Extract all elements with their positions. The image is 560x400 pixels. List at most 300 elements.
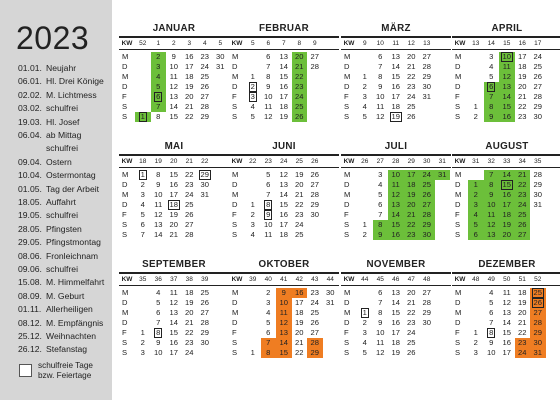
month-title: JULI	[384, 141, 408, 152]
day-number: 8	[378, 72, 383, 81]
day-cell	[245, 72, 261, 82]
weekday-label: F	[122, 328, 127, 337]
day-cell	[151, 328, 167, 338]
day-number: 8	[266, 72, 271, 81]
day-cell	[515, 210, 531, 220]
weekday-row	[341, 92, 451, 102]
day-cell	[357, 102, 373, 112]
weekday-row	[452, 298, 560, 308]
week-number: 52	[139, 40, 147, 47]
empty-cell	[357, 298, 373, 308]
day-number: 12	[376, 112, 385, 121]
month-title: AUGUST	[485, 141, 529, 152]
month-block	[341, 22, 451, 122]
day-cell	[484, 170, 500, 180]
week-number: 48	[423, 276, 431, 283]
day-number: 12	[279, 318, 288, 327]
day-cell	[166, 348, 182, 358]
day-cell	[276, 82, 292, 92]
day-cell	[388, 180, 404, 190]
day-number: 9	[171, 52, 176, 61]
week-number: 23	[264, 158, 272, 165]
day-cell	[292, 318, 308, 328]
week-number: 15	[503, 40, 511, 47]
day-cell	[166, 210, 182, 220]
day-cell	[468, 180, 484, 190]
day-cell	[388, 230, 404, 240]
empty-cell	[307, 230, 323, 240]
day-number: 19	[518, 298, 527, 307]
day-number: 21	[295, 338, 304, 347]
day-cell	[276, 102, 292, 112]
day-cell	[468, 112, 484, 122]
day-number: 16	[391, 230, 400, 239]
week-number: 24	[280, 158, 288, 165]
day-number: 3	[362, 328, 367, 337]
day-number: 27	[422, 52, 431, 61]
weekday-row	[452, 52, 560, 62]
day-cell	[245, 348, 261, 358]
day-cell	[373, 62, 389, 72]
day-cell	[419, 52, 435, 62]
day-number: 3	[140, 190, 145, 199]
day-cell	[323, 298, 339, 308]
week-number: 3	[187, 40, 192, 47]
month-title: MAI	[164, 141, 184, 152]
day-cell	[182, 170, 198, 180]
week-number: 48	[472, 276, 480, 283]
holiday-date: 18.05.	[18, 197, 42, 207]
empty-cell	[307, 82, 323, 92]
day-number: 14	[391, 210, 400, 219]
weekday-row	[452, 288, 560, 298]
day-number: 12	[487, 220, 496, 229]
day-number: 27	[422, 200, 431, 209]
holiday-name: schulfrei	[46, 143, 78, 154]
day-cell	[197, 328, 213, 338]
weekday-row	[229, 200, 339, 210]
empty-cell	[468, 92, 484, 102]
weekday-label: M	[232, 308, 239, 317]
weekday-row	[119, 112, 229, 122]
empty-cell	[307, 92, 323, 102]
day-number: 27	[310, 180, 319, 189]
week-number: 1	[156, 40, 161, 47]
day-number: 13	[487, 230, 496, 239]
day-number: 28	[200, 318, 209, 327]
day-cell	[373, 308, 389, 318]
weekday-label: D	[122, 82, 128, 91]
week-number-row	[452, 275, 560, 284]
day-cell	[197, 102, 213, 112]
month-title: JUNI	[272, 141, 296, 152]
week-number: 27	[376, 158, 384, 165]
week-number: 7	[281, 40, 286, 47]
day-cell	[484, 328, 500, 338]
day-cell	[468, 230, 484, 240]
weekday-label: S	[344, 230, 350, 239]
day-number: 14	[279, 338, 288, 347]
day-cell	[373, 318, 389, 328]
week-number: 17	[534, 40, 542, 47]
day-cell	[404, 72, 420, 82]
day-number: 15	[391, 308, 400, 317]
day-number: 20	[295, 180, 304, 189]
day-cell	[276, 230, 292, 240]
day-cell	[499, 308, 515, 318]
day-number: 12	[169, 298, 178, 307]
day-number: 5	[362, 348, 367, 357]
day-number: 1	[140, 112, 145, 121]
day-cell	[484, 62, 500, 72]
day-cell	[292, 230, 308, 240]
empty-cell	[468, 318, 484, 328]
day-cell	[373, 230, 389, 240]
day-number: 23	[407, 230, 416, 239]
day-cell	[276, 190, 292, 200]
holiday-item	[18, 157, 72, 167]
day-cell	[468, 190, 484, 200]
weekday-row	[119, 210, 229, 220]
day-number: 17	[391, 92, 400, 101]
weekday-row	[341, 112, 451, 122]
week-number: 28	[392, 158, 400, 165]
month-block	[452, 258, 560, 358]
day-number: 15	[169, 328, 178, 337]
day-number: 28	[422, 62, 431, 71]
holiday-name: schulfrei	[46, 103, 78, 114]
day-cell	[276, 328, 292, 338]
day-cell	[530, 288, 546, 298]
day-cell	[484, 298, 500, 308]
day-cell	[419, 180, 435, 190]
day-cell	[292, 52, 308, 62]
weekday-row	[452, 92, 560, 102]
day-cell	[276, 288, 292, 298]
empty-cell	[530, 230, 546, 240]
day-cell	[404, 220, 420, 230]
day-number: 20	[502, 230, 511, 239]
day-cell	[197, 308, 213, 318]
day-cell	[373, 288, 389, 298]
weekday-row	[229, 288, 339, 298]
day-cell	[182, 338, 198, 348]
day-cell	[182, 102, 198, 112]
week-number: 39	[249, 276, 257, 283]
day-cell	[499, 338, 515, 348]
day-cell	[261, 102, 277, 112]
weekday-label: F	[232, 210, 237, 219]
weekday-row	[229, 220, 339, 230]
day-number: 5	[378, 190, 383, 199]
empty-cell	[468, 298, 484, 308]
weekday-label: S	[344, 112, 350, 121]
weekday-row	[119, 200, 229, 210]
day-number: 15	[169, 170, 178, 179]
week-number: 36	[154, 276, 162, 283]
day-number: 17	[391, 328, 400, 337]
week-number: 37	[170, 276, 178, 283]
weekday-label: D	[344, 318, 350, 327]
day-number: 26	[407, 112, 416, 121]
weekday-row	[341, 102, 451, 112]
day-number: 10	[391, 170, 400, 179]
empty-cell	[197, 230, 213, 240]
day-number: 10	[154, 348, 163, 357]
day-number: 19	[295, 170, 304, 179]
day-cell	[357, 230, 373, 240]
week-number: 43	[311, 276, 319, 283]
day-number: 26	[295, 112, 304, 121]
weekday-row	[119, 190, 229, 200]
empty-cell	[468, 170, 484, 180]
week-number-row	[452, 39, 560, 48]
day-number: 21	[407, 298, 416, 307]
empty-cell	[357, 210, 373, 220]
weekday-row	[119, 52, 229, 62]
day-number: 11	[264, 102, 273, 111]
day-cell	[182, 200, 198, 210]
day-number: 6	[156, 92, 161, 101]
day-cell	[468, 328, 484, 338]
day-number: 28	[185, 230, 194, 239]
holiday-date: 01.05.	[18, 183, 42, 194]
day-number: 24	[200, 62, 209, 71]
day-number: 18	[169, 200, 178, 209]
week-number: 50	[503, 276, 511, 283]
day-number: 30	[422, 230, 431, 239]
weekday-label: S	[232, 220, 238, 229]
day-cell	[261, 180, 277, 190]
day-cell	[499, 72, 515, 82]
weekday-row	[452, 170, 560, 180]
month-divider	[119, 272, 229, 274]
day-number: 1	[250, 200, 255, 209]
month-title: FEBRUAR	[259, 23, 309, 34]
day-number: 9	[156, 338, 161, 347]
day-number: 25	[533, 288, 542, 297]
day-number: 9	[266, 210, 271, 219]
empty-cell	[419, 102, 435, 112]
day-number: 12	[391, 190, 400, 199]
day-cell	[419, 318, 435, 328]
day-number: 9	[378, 230, 383, 239]
week-number: 38	[185, 276, 193, 283]
header-divider	[119, 285, 229, 286]
week-number: 5	[250, 40, 255, 47]
weekday-label: S	[344, 220, 350, 229]
weekday-row	[452, 190, 560, 200]
day-number: 22	[518, 180, 527, 189]
day-number: 14	[502, 170, 511, 179]
day-cell	[419, 62, 435, 72]
day-cell	[468, 348, 484, 358]
day-cell	[135, 220, 151, 230]
day-cell	[166, 190, 182, 200]
day-number: 15	[169, 112, 178, 121]
day-cell	[499, 230, 515, 240]
day-number: 4	[489, 288, 494, 297]
day-cell	[151, 102, 167, 112]
day-number: 29	[422, 72, 431, 81]
weekday-label: D	[455, 318, 461, 327]
day-number: 21	[407, 210, 416, 219]
day-cell	[261, 72, 277, 82]
day-number: 23	[310, 288, 319, 297]
day-cell	[307, 318, 323, 328]
weekday-row	[229, 230, 339, 240]
day-number: 16	[279, 82, 288, 91]
empty-cell	[435, 210, 451, 220]
weekday-row	[452, 318, 560, 328]
empty-cell	[135, 298, 151, 308]
day-number: 30	[533, 338, 542, 347]
day-number: 11	[391, 180, 400, 189]
kw-label: KW	[454, 40, 466, 47]
day-number: 31	[438, 170, 447, 179]
day-number: 15	[502, 328, 511, 337]
day-number: 17	[502, 200, 511, 209]
day-number: 6	[378, 52, 383, 61]
day-cell	[151, 348, 167, 358]
week-number: 2	[171, 40, 176, 47]
day-cell	[307, 190, 323, 200]
weekday-label: M	[122, 308, 129, 317]
weekday-label: F	[455, 210, 460, 219]
day-cell	[182, 112, 198, 122]
week-number: 33	[503, 158, 511, 165]
holiday-name: M. Geburt	[46, 290, 85, 301]
day-number: 14	[169, 102, 178, 111]
empty-cell	[435, 230, 451, 240]
day-cell	[515, 328, 531, 338]
kw-label: KW	[231, 276, 243, 283]
weekday-label: F	[344, 92, 349, 101]
holiday-item	[18, 291, 84, 301]
day-number: 5	[156, 82, 161, 91]
day-cell	[499, 190, 515, 200]
day-number: 20	[407, 288, 416, 297]
day-cell	[404, 92, 420, 102]
day-cell	[245, 82, 261, 92]
day-cell	[292, 348, 308, 358]
weekday-row	[452, 102, 560, 112]
day-cell	[261, 82, 277, 92]
day-cell	[515, 190, 531, 200]
day-cell	[135, 328, 151, 338]
empty-cell	[419, 338, 435, 348]
day-number: 3	[156, 62, 161, 71]
day-grid	[119, 52, 229, 122]
day-cell	[166, 72, 182, 82]
day-number: 25	[407, 102, 416, 111]
month-divider	[452, 272, 560, 274]
day-cell	[276, 62, 292, 72]
weekday-row	[341, 338, 451, 348]
day-cell	[419, 210, 435, 220]
day-cell	[388, 102, 404, 112]
day-number: 24	[422, 170, 431, 179]
sidebar	[0, 0, 112, 400]
day-cell	[307, 52, 323, 62]
holiday-name: Allerheiligen	[46, 304, 93, 315]
weekday-label: M	[122, 170, 129, 179]
day-cell	[182, 220, 198, 230]
weekday-row	[119, 318, 229, 328]
day-number: 20	[407, 200, 416, 209]
holiday-date: 01.11.	[18, 304, 42, 315]
month-title: APRIL	[491, 23, 523, 34]
day-cell	[151, 190, 167, 200]
day-number: 19	[295, 318, 304, 327]
empty-cell	[435, 190, 451, 200]
day-cell	[373, 200, 389, 210]
week-number: 49	[487, 276, 495, 283]
legend-text	[38, 361, 93, 381]
day-number: 14	[502, 318, 511, 327]
weekday-label: S	[122, 338, 128, 347]
day-cell	[245, 220, 261, 230]
day-number: 5	[489, 72, 494, 81]
day-cell	[388, 200, 404, 210]
day-number: 16	[169, 180, 178, 189]
header-divider	[341, 49, 451, 50]
day-cell	[276, 112, 292, 122]
day-cell	[388, 298, 404, 308]
day-number: 26	[310, 170, 319, 179]
weekday-label: M	[122, 190, 129, 199]
month-block	[341, 258, 451, 358]
day-cell	[515, 102, 531, 112]
day-cell	[166, 288, 182, 298]
week-number: 9	[362, 40, 367, 47]
day-number: 10	[169, 62, 178, 71]
day-cell	[404, 318, 420, 328]
holiday-item	[18, 143, 78, 153]
day-number: 17	[518, 52, 527, 61]
day-grid	[341, 170, 451, 240]
holiday-item	[18, 63, 76, 73]
holiday-date: 26.12.	[18, 344, 42, 355]
day-number: 7	[266, 62, 271, 71]
day-number: 9	[489, 112, 494, 121]
day-cell	[404, 52, 420, 62]
week-number: 16	[518, 40, 526, 47]
day-cell	[515, 112, 531, 122]
day-cell	[182, 180, 198, 190]
weekday-label: D	[344, 298, 350, 307]
day-number: 18	[502, 210, 511, 219]
day-number: 13	[279, 52, 288, 61]
day-number: 15	[279, 200, 288, 209]
day-cell	[292, 102, 308, 112]
weekday-label: S	[344, 102, 350, 111]
day-number: 19	[391, 112, 400, 121]
empty-cell	[197, 200, 213, 210]
day-number: 11	[264, 230, 273, 239]
day-cell	[197, 82, 213, 92]
day-cell	[530, 72, 546, 82]
day-cell	[404, 298, 420, 308]
kw-label: KW	[121, 158, 133, 165]
day-cell	[151, 288, 167, 298]
day-number: 14	[391, 298, 400, 307]
day-cell	[484, 180, 500, 190]
day-number: 19	[279, 112, 288, 121]
day-number: 18	[518, 288, 527, 297]
day-number: 19	[185, 298, 194, 307]
week-number-row	[341, 157, 451, 166]
